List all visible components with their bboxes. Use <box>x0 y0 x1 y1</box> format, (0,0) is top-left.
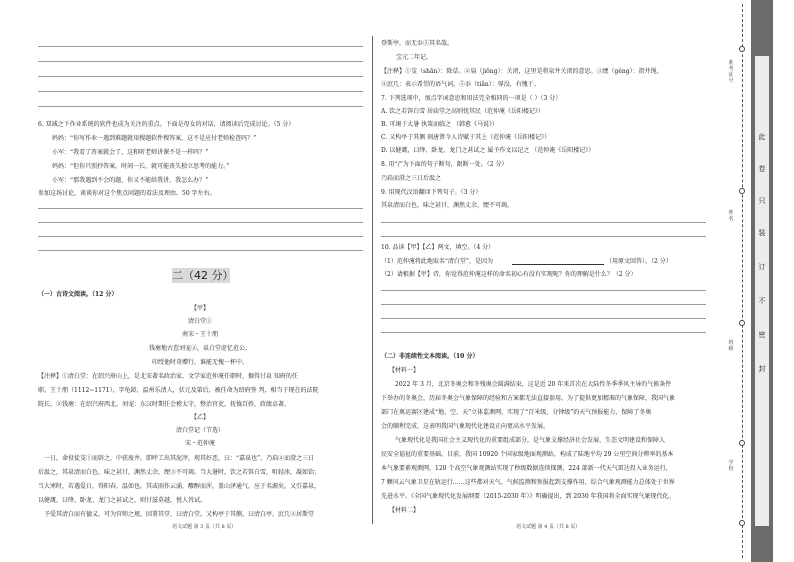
q7-option: C. 又构亭于其侧 刻唐贤今人诗赋于其上（范仲淹《岳阳楼记》） <box>381 134 551 141</box>
answer-line <box>381 222 706 223</box>
notes-jia: 职。王十朋（1112~1171），字龟龄，温州乐清人，状元及第后，被任命为绍府签 判，相当于现在的法院 <box>38 387 319 394</box>
q10-sub1-tail: （用原文回答）。（2 分） <box>606 258 672 265</box>
answer-line <box>381 318 706 319</box>
poem-line: 钱塘地古惹刘宠②，泉白堂虚忆范公。 <box>148 345 251 352</box>
material1-line: 先进水平。《全国气象现代化发展纲要（2015-2030 年）》明确提出，到 2030 年我国将全面实现气象现代化。 <box>381 493 675 500</box>
material1-line: 部门在奥运赛区建成“地、空、天”立体监测网，实现了“百米级、分钟级”的天气预报能力，保障了冬奥 <box>381 409 652 416</box>
prose-title: 清白堂记（节选） <box>175 427 224 434</box>
side-label-name: 姓名 <box>728 210 734 222</box>
binding-warning-char: 装 <box>758 229 766 237</box>
q9-stem: 9. 用现代汉语翻译下列句子。（3 分） <box>381 189 482 196</box>
part2-title: （二）非连续性文本阅读。（10 分） <box>381 353 479 360</box>
answer-line <box>381 236 706 237</box>
notes-jia: 【注释】①清白堂：在绍兴府山上，是北宋著名政治家、文学家范仲淹任职时，掘得甘泉 知府的任 <box>38 373 298 380</box>
prose-line: 一日，命役徒芟①而辟之，中获废井。即呼工出其泥滓，观其好恶，曰：“嘉泉也”，乃扃②而澄之三日 <box>44 455 315 462</box>
prose-line: 予爱其清白而有德义，可为官师之规，因署其堂，曰清白堂。又构亭于其侧，曰清白亭。庶几④居斯堂 <box>44 511 315 518</box>
binding-warning-char: 订 <box>758 263 766 271</box>
q10-stem: 10. 品读【甲】【乙】两文，填空。（4 分） <box>381 244 495 251</box>
q6-line: 参加这场讨论，谈谈你对这个焦点问题的看法及理由。50 字左右。 <box>38 190 216 197</box>
answer-line <box>38 46 363 47</box>
prose-author: 宋・范仲淹 <box>184 440 215 447</box>
binding-hole <box>739 440 745 446</box>
prose-continued: 登斯亭，而无忝⑤其名哉。 <box>381 40 454 47</box>
material1-line: 7 颗风云气象卫星在轨运行……这些都对天气、气候监测和预报起到支撑作用，综合气象观测能力总体处于世界 <box>381 479 675 486</box>
q10-sub1: （1）范仲淹将此地取名“清白堂”，是因为 <box>381 258 493 265</box>
binding-dashed-line <box>742 4 743 558</box>
binding-warning-char: 卷 <box>758 165 766 173</box>
material1-label: 【材料一】 <box>389 367 420 374</box>
left-footer: 语文试题 第 3 页（共 8 页） <box>172 524 237 530</box>
right-footer: 语文试题 第 4 页（共 8 页） <box>516 524 581 530</box>
binding-warning-char: 密 <box>758 331 766 339</box>
answer-line <box>38 76 363 77</box>
material1-line: 下举办的冬奥会，历届冬奥会气象保障的经验和方案都无法直接套用。为了提供更加精准的气象保障，我国气象 <box>381 395 676 402</box>
answer-line <box>38 222 363 223</box>
material1-line: 本气象要素观测网，120 个高空气象观测站实现了秒级数据连续探测，224 部新一代天气雷达投入业务运行， <box>381 465 672 472</box>
binding-hole <box>739 320 745 326</box>
poem-line: 印绶他时奇赠行，谁能无愧一杯中。 <box>151 359 248 366</box>
material1-line: 气象现代化是我国社会主义现代化的重要组成部分，是气象支撑经济社会发展、生态文明建设和保障人 <box>395 437 666 444</box>
binding-hole <box>739 46 745 52</box>
poem-author: 南宋・王十朋 <box>181 331 218 338</box>
part1-title: （一）古诗文阅读。（12 分） <box>38 291 118 298</box>
answer-line <box>38 250 363 251</box>
q8-stem: 8. 用“/”为下面的句子断句，限断一处。（2 分） <box>381 161 508 168</box>
q10-blank <box>512 264 604 265</box>
side-label-class: 班级 <box>728 340 734 352</box>
binding-panel <box>755 56 769 526</box>
answer-line <box>38 106 363 107</box>
q8-sentence: 乃扃而澄之三日后汲之 <box>381 175 442 182</box>
yi-label: 【乙】 <box>190 414 209 421</box>
page-divider <box>372 36 373 524</box>
binding-warning-char: 封 <box>758 365 766 373</box>
material1-line: 民安全福祉的重要基础。目前，我国 10920 个国家级地面观测站，构成了陆地平均 29 公里空间分辨率的基本 <box>381 451 674 458</box>
section-title: 二（42 分） <box>172 269 234 282</box>
answer-line <box>38 61 363 62</box>
material2-label: 【材料二】 <box>389 507 420 514</box>
prose-line: 后汲之，其泉清而白色，味之甚甘，渊然丈余，绠③不可竭。当大暑时，饮之若饵白雪，咀轻冰，凝如饴； <box>38 469 321 476</box>
q7-stem: 7. 下列选项中，加点字词意思和用法完全相同的一项是（ ）（3 分） <box>381 95 562 102</box>
poem-title: 清白堂① <box>187 318 212 325</box>
q7-option: A. 饮之若饵白雪 居庙堂之高则忧其民（范仲淹《岳阳楼记》） <box>381 108 545 115</box>
q7-option: B. 可竭于大暑 执策而临之 （韩愈《马说》） <box>381 121 499 128</box>
q9-sentence: 其泉清而白色，味之甚甘，渊然丈余，绠不可竭。 <box>381 202 514 209</box>
notes-jia: 院长。②钱塘：在绍兴府西北。刘宠：东汉时期任会稽太守，整治官吏，抚恤百姓，政绩卓著。 <box>38 401 291 408</box>
answer-line <box>38 91 363 92</box>
binding-warning-char: 只 <box>758 197 766 205</box>
material1-line: 会的顺利完成，这表明我国气象现代化建设正向更高水平发展。 <box>381 423 550 430</box>
notes-yi: ④庶几：表示希望的语气词。⑤忝（tiǎn）：辱没，有愧于。 <box>381 81 540 88</box>
q10-sub2: （2）请根据【甲】诗，你觉得范仲淹这样的命名初心有没有实现呢？你的理解是什么？（2 分） <box>381 271 637 278</box>
side-label-school: 学校 <box>728 460 734 472</box>
q6-line: 妈妈：“你写作业一遇到难题就用搜题软件搜答案，这不是应付老师检查吗？” <box>52 135 257 142</box>
q7-option: D. 以健溉，曰绛、卧龙、龙门之甚试之 属予作文以记之 （范仲淹《岳阳楼记》） <box>381 147 595 154</box>
binding-warning-char: 此 <box>758 133 766 141</box>
notes-yi: 【注释】①芟（shān）：除草。②扃（jiōng）：关闭，这里是将泉井关闭的意思。③绠（gěng）：指井绳。 <box>381 68 663 75</box>
answer-line <box>381 304 706 305</box>
binding-hole <box>739 188 745 194</box>
answer-line <box>38 208 363 209</box>
answer-line <box>381 290 706 291</box>
q6-line: 小军：“那我遇到不会的题，你又不能给我讲，我怎么办？” <box>52 177 209 184</box>
prose-line: 当大寒时，若遇爱日，得阳春，温如也。其或雨作云涌，醪醇而浑，盖山泽通气，应于名源矣。又引嘉泉， <box>38 483 321 490</box>
prose-date: 宝元二年记。 <box>396 54 433 61</box>
prose-line: 以健溉，曰绛、卧龙、龙门之甚试之，则甘滋莫越，悦人耸试。 <box>38 497 207 504</box>
jia-label: 【甲】 <box>190 305 209 312</box>
side-label-exam-no: 准考证号 <box>728 60 734 84</box>
binding-hole <box>739 520 745 526</box>
binding-warning-char: 不 <box>758 297 766 305</box>
q6-stem: 6. 双减之下作业系统的软件也成为关注的重点。下面是母女的对话，请阅读后完成讨论。（5 分） <box>38 121 295 128</box>
answer-line <box>381 332 706 333</box>
material1-line: 2022 年 3 月，北京冬奥会和冬残奥会圆满结束，这是近 20 年来首次在大陆性冬季季风主导的气候条件 <box>395 381 672 388</box>
answer-line <box>38 236 363 237</box>
q6-line: 小军：“我看了答案就会了，这和听老师讲课不是一样吗？” <box>52 149 209 156</box>
q6-line: 妈妈：“但你只照抄答案，时间一长，就可能丧失独立思考的能力。” <box>52 163 230 170</box>
